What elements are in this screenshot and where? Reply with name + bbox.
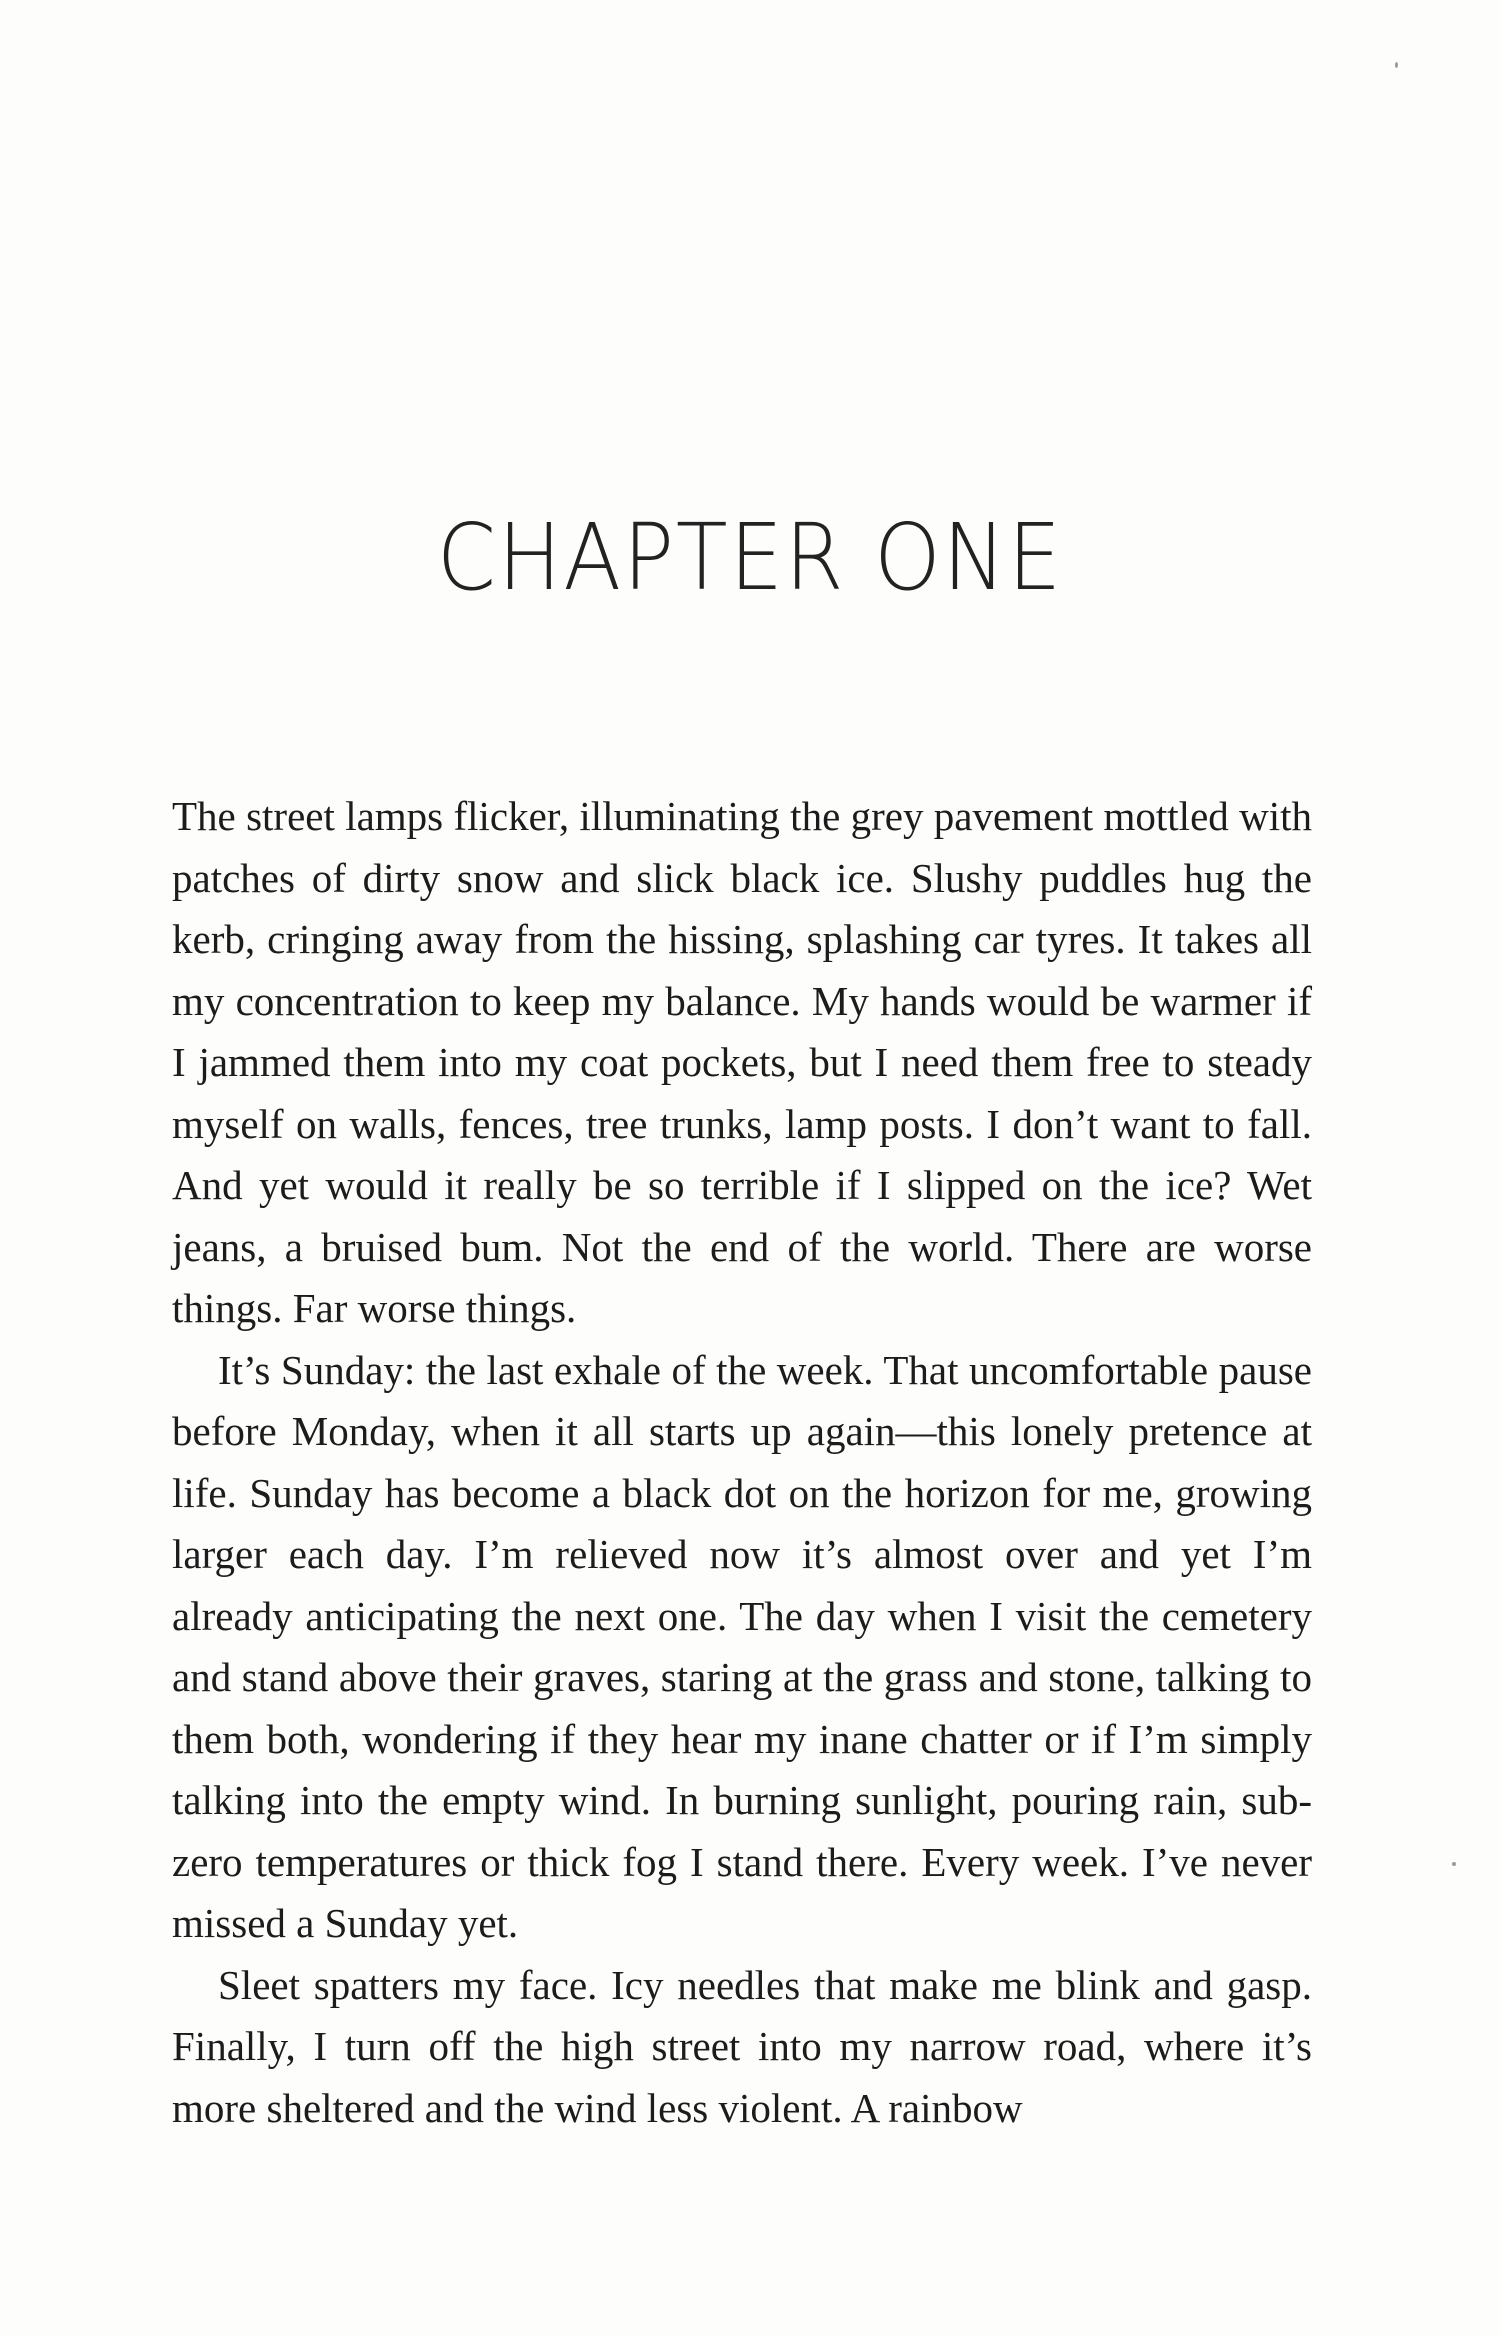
paragraph-1: The street lamps flicker, illuminating the grey pavement mottled with patches of dirty snow and slick black ice. Slushy puddles hug the kerb, cringing away from the hissing, splashing car tyres. It takes all my concentration to keep my balance. My hands would be warmer if I jammed them into my coat pockets, but I need them free to steady myself on walls, fences, tree trunks, lamp posts. I don’t want to fall. And yet would it really be so terrible if I slipped on the ice? Wet jeans, a bruised bum. Not the end of the world. There are worse things. Far worse things. [172, 793, 1312, 1331]
chapter-title: CHAPTER ONE [436, 504, 1064, 611]
scan-speck [1452, 1862, 1456, 1866]
body-text [172, 786, 1312, 2139]
paragraph-3: Sleet spatters my face. Icy needles that make me blink and gasp. Finally, I turn off the high street into my narrow road, where it’s more sheltered and the wind less violent. A rainbow [172, 1961, 1312, 2131]
scan-speck [1395, 62, 1398, 68]
paragraph-2: It’s Sunday: the last exhale of the week. That uncomfortable pause before Monday, when it all starts up again—this lonely pretence at life. Sunday has become a black dot on the horizon for me, growing larger each day. I’m relieved now it’s almost over and yet I’m already anticipating the next one. The day when I visit the cemetery and stand above their graves, staring at the grass and stone, talking to them both, wondering if they hear my inane chatter or if I’m simply talking into the empty wind. In burning sunlight, pouring rain, sub-zero temperatures or thick fog I stand there. Every week. I’ve never missed a Sunday yet. [172, 1346, 1312, 1946]
